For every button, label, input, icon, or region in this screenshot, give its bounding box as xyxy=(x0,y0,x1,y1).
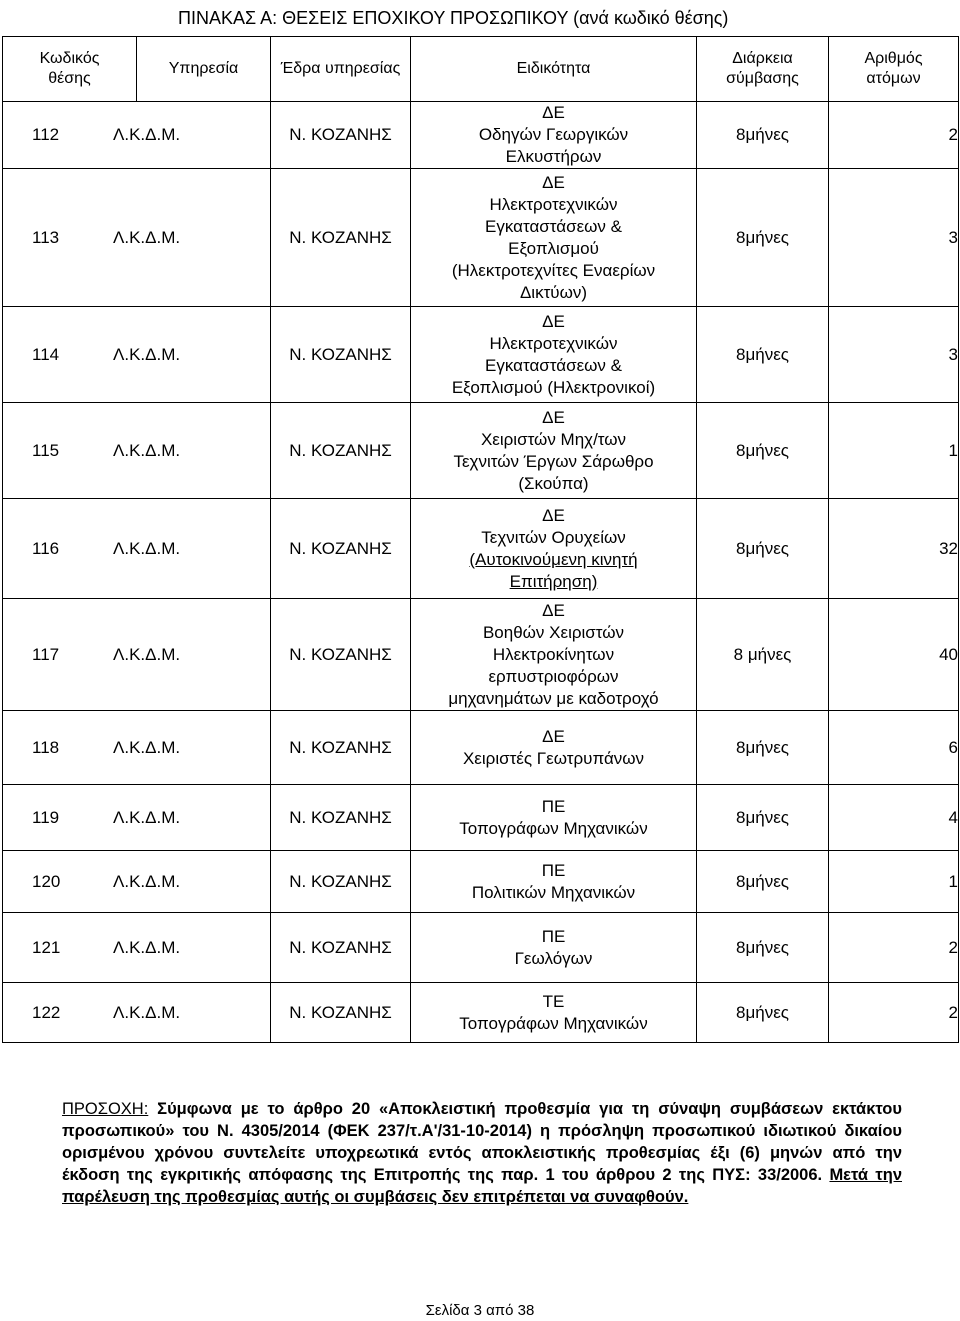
header-specialty: Ειδικότητα xyxy=(411,37,697,102)
table-row xyxy=(3,711,959,785)
specialty-line: ΔΕ xyxy=(542,311,565,331)
code-service-cell xyxy=(3,307,271,403)
specialty-line: Ηλεκτροτεχνικών xyxy=(489,333,618,353)
position-code: 122 xyxy=(32,1002,61,1022)
header-duration: Διάρκεια σύμβασης xyxy=(697,37,829,102)
specialty-line: Εγκαταστάσεων & xyxy=(485,216,622,236)
specialty-line: ΠΕ xyxy=(541,796,566,816)
seat-cell: Ν. ΚΟΖΑΝΗΣ xyxy=(271,711,411,785)
header-code: Κωδικός θέσης xyxy=(3,37,137,102)
specialty-cell xyxy=(411,102,697,169)
specialty-line: Οδηγών Γεωργικών xyxy=(478,125,629,144)
service-name: Λ.Κ.Δ.Μ. xyxy=(113,440,181,460)
table-row xyxy=(3,403,959,499)
specialty-line: Τοπογράφων Μηχανικών xyxy=(459,818,648,838)
notice-underlined-text: Μετά την παρέλευση της προθεσμίας αυτής οι συμβάσεις δεν επιτρέπεται να συναφθούν. xyxy=(62,1166,902,1206)
specialty-line: Χειριστές Γεωτρυπάνων xyxy=(462,748,645,768)
duration-cell: 8μήνες xyxy=(697,913,829,983)
duration-cell: 8μήνες xyxy=(697,711,829,785)
code-service-cell xyxy=(3,102,271,169)
duration-cell: 8μήνες xyxy=(697,403,829,499)
duration-cell: 8μήνες xyxy=(697,102,829,169)
specialty-cell xyxy=(411,913,697,983)
duration-cell: 8μήνες xyxy=(697,499,829,599)
seat-cell: Ν. ΚΟΖΑΝΗΣ xyxy=(271,499,411,599)
specialty-cell xyxy=(411,599,697,711)
code-service-cell xyxy=(3,983,271,1043)
seat-cell: Ν. ΚΟΖΑΝΗΣ xyxy=(271,785,411,851)
position-code: 119 xyxy=(32,807,60,827)
service-name: Λ.Κ.Δ.Μ. xyxy=(113,737,181,757)
position-code: 112 xyxy=(32,125,60,144)
specialty-line: Γεωλόγων xyxy=(514,948,593,968)
specialty-cell xyxy=(411,307,697,403)
specialty-cell xyxy=(411,851,697,913)
specialty-line: ΔΕ xyxy=(542,172,565,192)
seat-cell: Ν. ΚΟΖΑΝΗΣ xyxy=(271,983,411,1043)
count-cell: 32 xyxy=(829,499,959,599)
position-code: 116 xyxy=(32,538,60,558)
table-row xyxy=(3,499,959,599)
service-name: Λ.Κ.Δ.Μ. xyxy=(113,227,181,247)
position-code: 114 xyxy=(32,344,60,364)
table-row xyxy=(3,983,959,1043)
specialty-line: ΠΕ xyxy=(541,926,566,946)
table-row xyxy=(3,851,959,913)
specialty-cell xyxy=(411,169,697,307)
code-service-cell xyxy=(3,851,271,913)
specialty-line: ΔΕ xyxy=(542,505,565,525)
notice-text: Σύμφωνα με το άρθρο 20 «Αποκλειστική προθεσμία για τη σύναψη συμβάσεων εκτάκτου προσωπικού» του Ν. 4305/2014 (ΦΕΚ 237/τ.Α'/31-10-2014) η πρόσληψη προσωπικού ιδιωτικού δικαίου ορισμένου χρόνου συντελείτε υποχρεωτικά εντός αποκλειστικής προθεσμίας έξι (6) μηνών από την έκδοση της εγκριτικής απόφασης της Επιτροπής της παρ. 1 του άρθρου 2 της ΠΥΣ: 33/2006. xyxy=(62,1100,902,1184)
specialty-line: Ελκυστήρων xyxy=(505,147,602,166)
code-service-cell xyxy=(3,169,271,307)
specialty-line: Τεχνιτών Έργων Σάρωθρο xyxy=(453,451,654,471)
service-name: Λ.Κ.Δ.Μ. xyxy=(113,644,181,664)
specialty-line: Εξοπλισμού (Ηλεκτρονικοί) xyxy=(451,377,656,397)
specialty-line: Πολιτικών Μηχανικών xyxy=(471,882,636,902)
count-cell: 3 xyxy=(829,307,959,403)
specialty-line: μηχανημάτων με καδοτροχό xyxy=(448,688,659,708)
table-row xyxy=(3,913,959,983)
notice-paragraph xyxy=(62,1098,902,1208)
specialty-line: Τεχνιτών Ορυχείων xyxy=(481,527,626,547)
specialty-line: ΔΕ xyxy=(542,407,565,427)
service-name: Λ.Κ.Δ.Μ. xyxy=(113,344,181,364)
specialty-cell xyxy=(411,711,697,785)
specialty-cell xyxy=(411,785,697,851)
duration-cell: 8 μήνες xyxy=(697,599,829,711)
table-row xyxy=(3,785,959,851)
specialty-line: ΠΕ xyxy=(541,860,566,880)
header-service: Υπηρεσία xyxy=(137,37,271,102)
specialty-line: Δικτύων) xyxy=(519,282,588,302)
specialty-line: (Ηλεκτροτεχνίτες Εναερίων xyxy=(451,260,656,280)
count-cell: 1 xyxy=(829,851,959,913)
specialty-cell xyxy=(411,499,697,599)
duration-cell: 8μήνες xyxy=(697,307,829,403)
count-cell: 1 xyxy=(829,403,959,499)
header-seat: Έδρα υπηρεσίας xyxy=(271,37,411,102)
header-count: Αριθμός ατόμων xyxy=(829,37,959,102)
count-cell: 4 xyxy=(829,785,959,851)
count-cell: 40 xyxy=(829,599,959,711)
duration-cell: 8μήνες xyxy=(697,851,829,913)
code-service-cell xyxy=(3,711,271,785)
specialty-line: Βοηθών Χειριστών xyxy=(482,622,625,642)
table-row xyxy=(3,102,959,169)
table-row xyxy=(3,307,959,403)
seat-cell: Ν. ΚΟΖΑΝΗΣ xyxy=(271,913,411,983)
service-name: Λ.Κ.Δ.Μ. xyxy=(113,125,181,144)
specialty-line: Εξοπλισμού xyxy=(508,238,599,258)
specialty-line: Εγκαταστάσεων & xyxy=(485,355,622,375)
count-cell: 2 xyxy=(829,983,959,1043)
position-code: 113 xyxy=(32,227,60,247)
position-code: 120 xyxy=(32,871,61,891)
seat-cell: Ν. ΚΟΖΑΝΗΣ xyxy=(271,169,411,307)
service-name: Λ.Κ.Δ.Μ. xyxy=(113,871,181,891)
count-cell: 3 xyxy=(829,169,959,307)
specialty-cell xyxy=(411,983,697,1043)
code-service-cell xyxy=(3,403,271,499)
count-cell: 2 xyxy=(829,102,959,169)
specialty-line: ΔΕ xyxy=(542,103,565,122)
table-title: ΠΙΝΑΚΑΣ Α: ΘΕΣΕΙΣ ΕΠΟΧΙΚΟΥ ΠΡΟΣΩΠΙΚΟΥ (ανά κωδικό θέσης) xyxy=(178,8,729,28)
position-code: 117 xyxy=(32,644,60,664)
duration-cell: 8μήνες xyxy=(697,983,829,1043)
specialty-line: (Σκούπα) xyxy=(518,473,589,493)
position-code: 115 xyxy=(32,440,60,460)
table-row xyxy=(3,599,959,711)
specialty-line: Ηλεκτροκίνητων xyxy=(492,644,615,664)
specialty-line: Χειριστών Μηχ/των xyxy=(480,429,627,449)
specialty-line: (Αυτοκινούμενη κινητή xyxy=(469,549,638,569)
seat-cell: Ν. ΚΟΖΑΝΗΣ xyxy=(271,851,411,913)
positions-table xyxy=(2,36,959,1043)
position-code: 121 xyxy=(32,937,61,957)
duration-cell: 8μήνες xyxy=(697,785,829,851)
service-name: Λ.Κ.Δ.Μ. xyxy=(113,1002,181,1022)
specialty-line: Τοπογράφων Μηχανικών xyxy=(459,1013,648,1033)
specialty-line: Επιτήρηση) xyxy=(509,571,598,591)
code-service-cell xyxy=(3,785,271,851)
seat-cell: Ν. ΚΟΖΑΝΗΣ xyxy=(271,307,411,403)
code-service-cell xyxy=(3,499,271,599)
service-name: Λ.Κ.Δ.Μ. xyxy=(113,538,181,558)
specialty-line: ΔΕ xyxy=(542,600,565,620)
specialty-line: ΔΕ xyxy=(542,726,565,746)
code-service-cell xyxy=(3,599,271,711)
table-row xyxy=(3,169,959,307)
count-cell: 2 xyxy=(829,913,959,983)
duration-cell: 8μήνες xyxy=(697,169,829,307)
specialty-line: ΤΕ xyxy=(542,991,565,1011)
page-number: Σελίδα 3 από 38 xyxy=(425,1302,535,1319)
count-cell: 6 xyxy=(829,711,959,785)
service-name: Λ.Κ.Δ.Μ. xyxy=(113,807,181,827)
header-row xyxy=(3,37,959,102)
position-code: 118 xyxy=(32,737,60,757)
seat-cell: Ν. ΚΟΖΑΝΗΣ xyxy=(271,102,411,169)
seat-cell: Ν. ΚΟΖΑΝΗΣ xyxy=(271,599,411,711)
service-name: Λ.Κ.Δ.Μ. xyxy=(113,937,181,957)
code-service-cell xyxy=(3,913,271,983)
notice-label: ΠΡΟΣΟΧΗ: xyxy=(62,1100,149,1118)
specialty-line: ερπυστριοφόρων xyxy=(488,666,619,686)
seat-cell: Ν. ΚΟΖΑΝΗΣ xyxy=(271,403,411,499)
specialty-cell xyxy=(411,403,697,499)
specialty-line: Ηλεκτροτεχνικών xyxy=(489,194,618,214)
